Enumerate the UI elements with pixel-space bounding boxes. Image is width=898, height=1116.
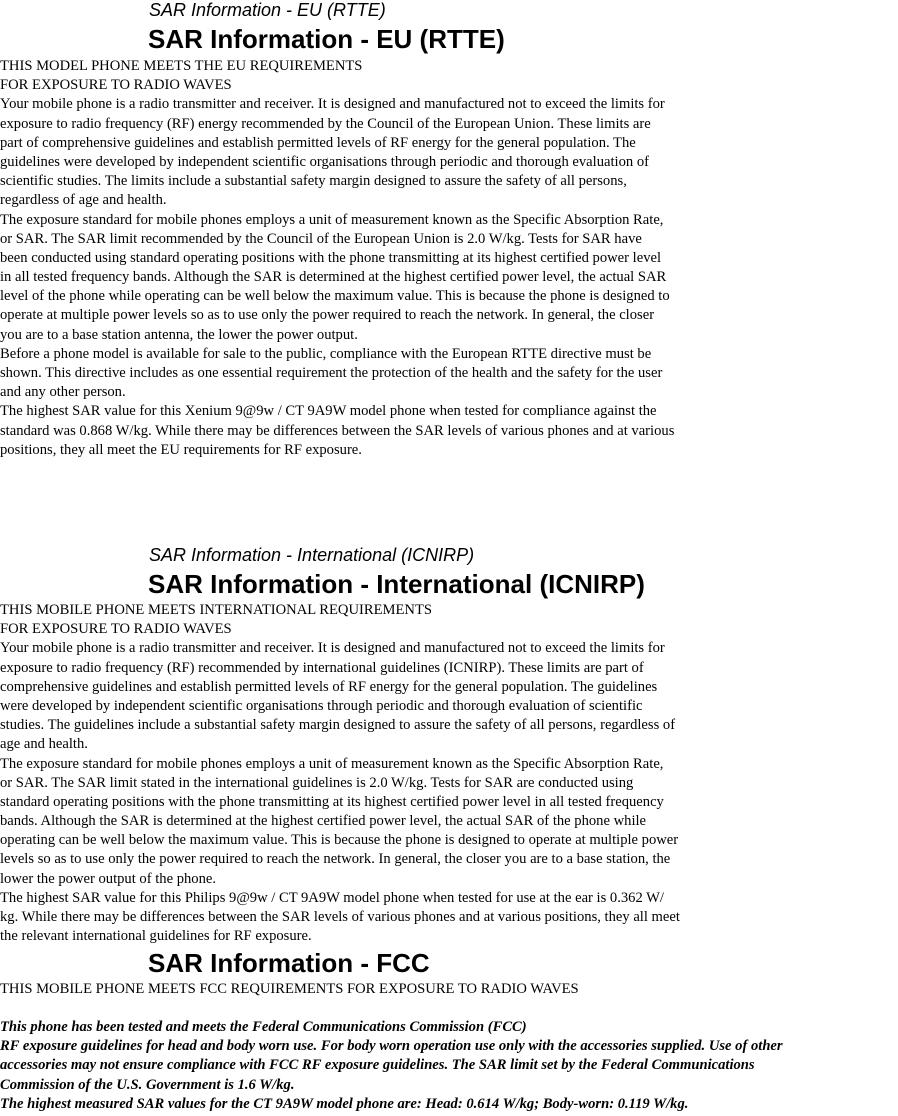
body-line: lower the power output of the phone. (0, 870, 217, 887)
body-line: Your mobile phone is a radio transmitter and receiver. It is designed and manufactured not to exceed the limits for (0, 96, 665, 113)
body-line: positions, they all meet the EU requirements for RF exposure. (0, 441, 362, 458)
body-line: operating can be well below the maximum value. This is because the phone is designed to operate at multiple power (0, 832, 679, 849)
body-line: The highest SAR value for this Xenium 9@9w / CT 9A9W model phone when tested for compliance against the (0, 403, 657, 420)
body-line: THIS MOBILE PHONE MEETS FCC REQUIREMENTS FOR EXPOSURE TO RADIO WAVES (0, 981, 579, 997)
body-line: level of the phone while operating can be well below the maximum value. This is because the phone is designed to (0, 288, 670, 305)
body-line: age and health. (0, 736, 88, 753)
body-line: or SAR. The SAR limit stated in the international guidelines is 2.0 W/kg. Tests for SAR are conducted using (0, 774, 634, 791)
body-line: bands. Although the SAR is determined at the highest certified power level, the actual SAR of the phone while (0, 813, 647, 830)
body-line: The exposure standard for mobile phones employs a unit of measurement known as the Specific Absorption Rate, (0, 755, 664, 772)
body-line: exposure to radio frequency (RF) energy recommended by the Council of the European Union. These limits are (0, 115, 651, 132)
body-line: levels so as to use only the power required to reach the network. In general, the closer you are to a base station, the (0, 851, 671, 868)
fcc-section-intro (0, 980, 579, 999)
body-line: THIS MODEL PHONE MEETS THE EU REQUIREMENTS (0, 58, 363, 74)
body-line: The exposure standard for mobile phones employs a unit of measurement known as the Specific Absorption Rate, (0, 211, 664, 228)
body-line: Before a phone model is available for sale to the public, compliance with the European RTTE directive must be (0, 345, 652, 362)
body-line: accessories may not ensure compliance with FCC RF exposure guidelines. The SAR limit set by the Federal Communications (0, 1057, 755, 1074)
body-line: guidelines were developed by independent scientific organisations through periodic and thorough evaluation of (0, 153, 649, 170)
sar-values-line: The highest measured SAR values for the CT 9A9W model phone are: Head: 0.614 W/kg; Body-worn: 0.119 W/kg. (0, 1095, 689, 1112)
body-line: in all tested frequency bands. Although the SAR is determined at the highest certified power level, the actual SAR (0, 269, 667, 286)
fcc-section-statement (0, 1018, 783, 1114)
body-line: Your mobile phone is a radio transmitter and receiver. It is designed and manufactured not to exceed the limits for (0, 640, 665, 657)
body-line: or SAR. The SAR limit recommended by the Council of the European Union is 2.0 W/kg. Tests for SAR have (0, 230, 642, 247)
body-line: were developed by independent scientific organisations through periodic and thorough evaluation of scientific (0, 697, 643, 714)
body-line: Commission of the U.S. Government is 1.6 W/kg. (0, 1076, 295, 1093)
body-line: FOR EXPOSURE TO RADIO WAVES (0, 77, 232, 94)
body-line: THIS MOBILE PHONE MEETS INTERNATIONAL REQUIREMENTS (0, 602, 432, 618)
body-line: operate at multiple power levels so as to use only the power required to reach the network. In general, the closer (0, 307, 655, 324)
body-line: regardless of age and health. (0, 192, 167, 209)
intl-section-title: SAR Information - International (ICNIRP) (148, 569, 645, 599)
body-line: This phone has been tested and meets the Federal Communications Commission (FCC) (0, 1019, 527, 1035)
body-line: been conducted using standard operating positions with the phone transmitting at its highest certified power level (0, 249, 662, 266)
body-line: part of comprehensive guidelines and establish permitted levels of RF energy for the general population. The (0, 134, 636, 151)
body-line: kg. While there may be differences between the SAR levels of various phones and at various positions, they all meet (0, 909, 680, 925)
body-line: the relevant international guidelines for RF exposure. (0, 928, 312, 945)
body-line: and any other person. (0, 384, 126, 401)
fcc-section-title: SAR Information - FCC (148, 948, 430, 978)
body-line: studies. The guidelines include a substantial safety margin designed to assure the safety of all persons, regardless of (0, 717, 676, 734)
body-line: standard operating positions with the phone transmitting at its highest certified power level in all tested frequency (0, 793, 664, 810)
body-line: The highest SAR value for this Philips 9@9w / CT 9A9W model phone when tested for use at the ear is 0.362 W/ (0, 889, 664, 906)
body-line: FOR EXPOSURE TO RADIO WAVES (0, 621, 232, 638)
eu-section-body (0, 57, 674, 460)
body-line: exposure to radio frequency (RF) recommended by international guidelines (ICNIRP). These limits are part of (0, 659, 644, 676)
body-line: shown. This directive includes as one essential requirement the protection of the health and the safety for the user (0, 365, 663, 381)
body-line: scientific studies. The limits include a substantial safety margin designed to assure the safety of all persons, (0, 173, 627, 190)
body-line: standard was 0.868 W/kg. While there may be differences between the SAR levels of various phones and at various (0, 422, 675, 439)
eu-section-title: SAR Information - EU (RTTE) (148, 24, 505, 54)
body-line: RF exposure guidelines for head and body worn use. For body worn operation use only with the accessories supplied. Use of other (0, 1038, 783, 1055)
intl-section-subtitle: SAR Information - International (ICNIRP) (149, 545, 475, 565)
body-line: comprehensive guidelines and establish permitted levels of RF energy for the general population. The guidelines (0, 678, 658, 695)
eu-section-subtitle: SAR Information - EU (RTTE) (149, 0, 386, 20)
intl-section-body (0, 601, 680, 946)
body-line: you are to a base station antenna, the lower the power output. (0, 326, 358, 343)
